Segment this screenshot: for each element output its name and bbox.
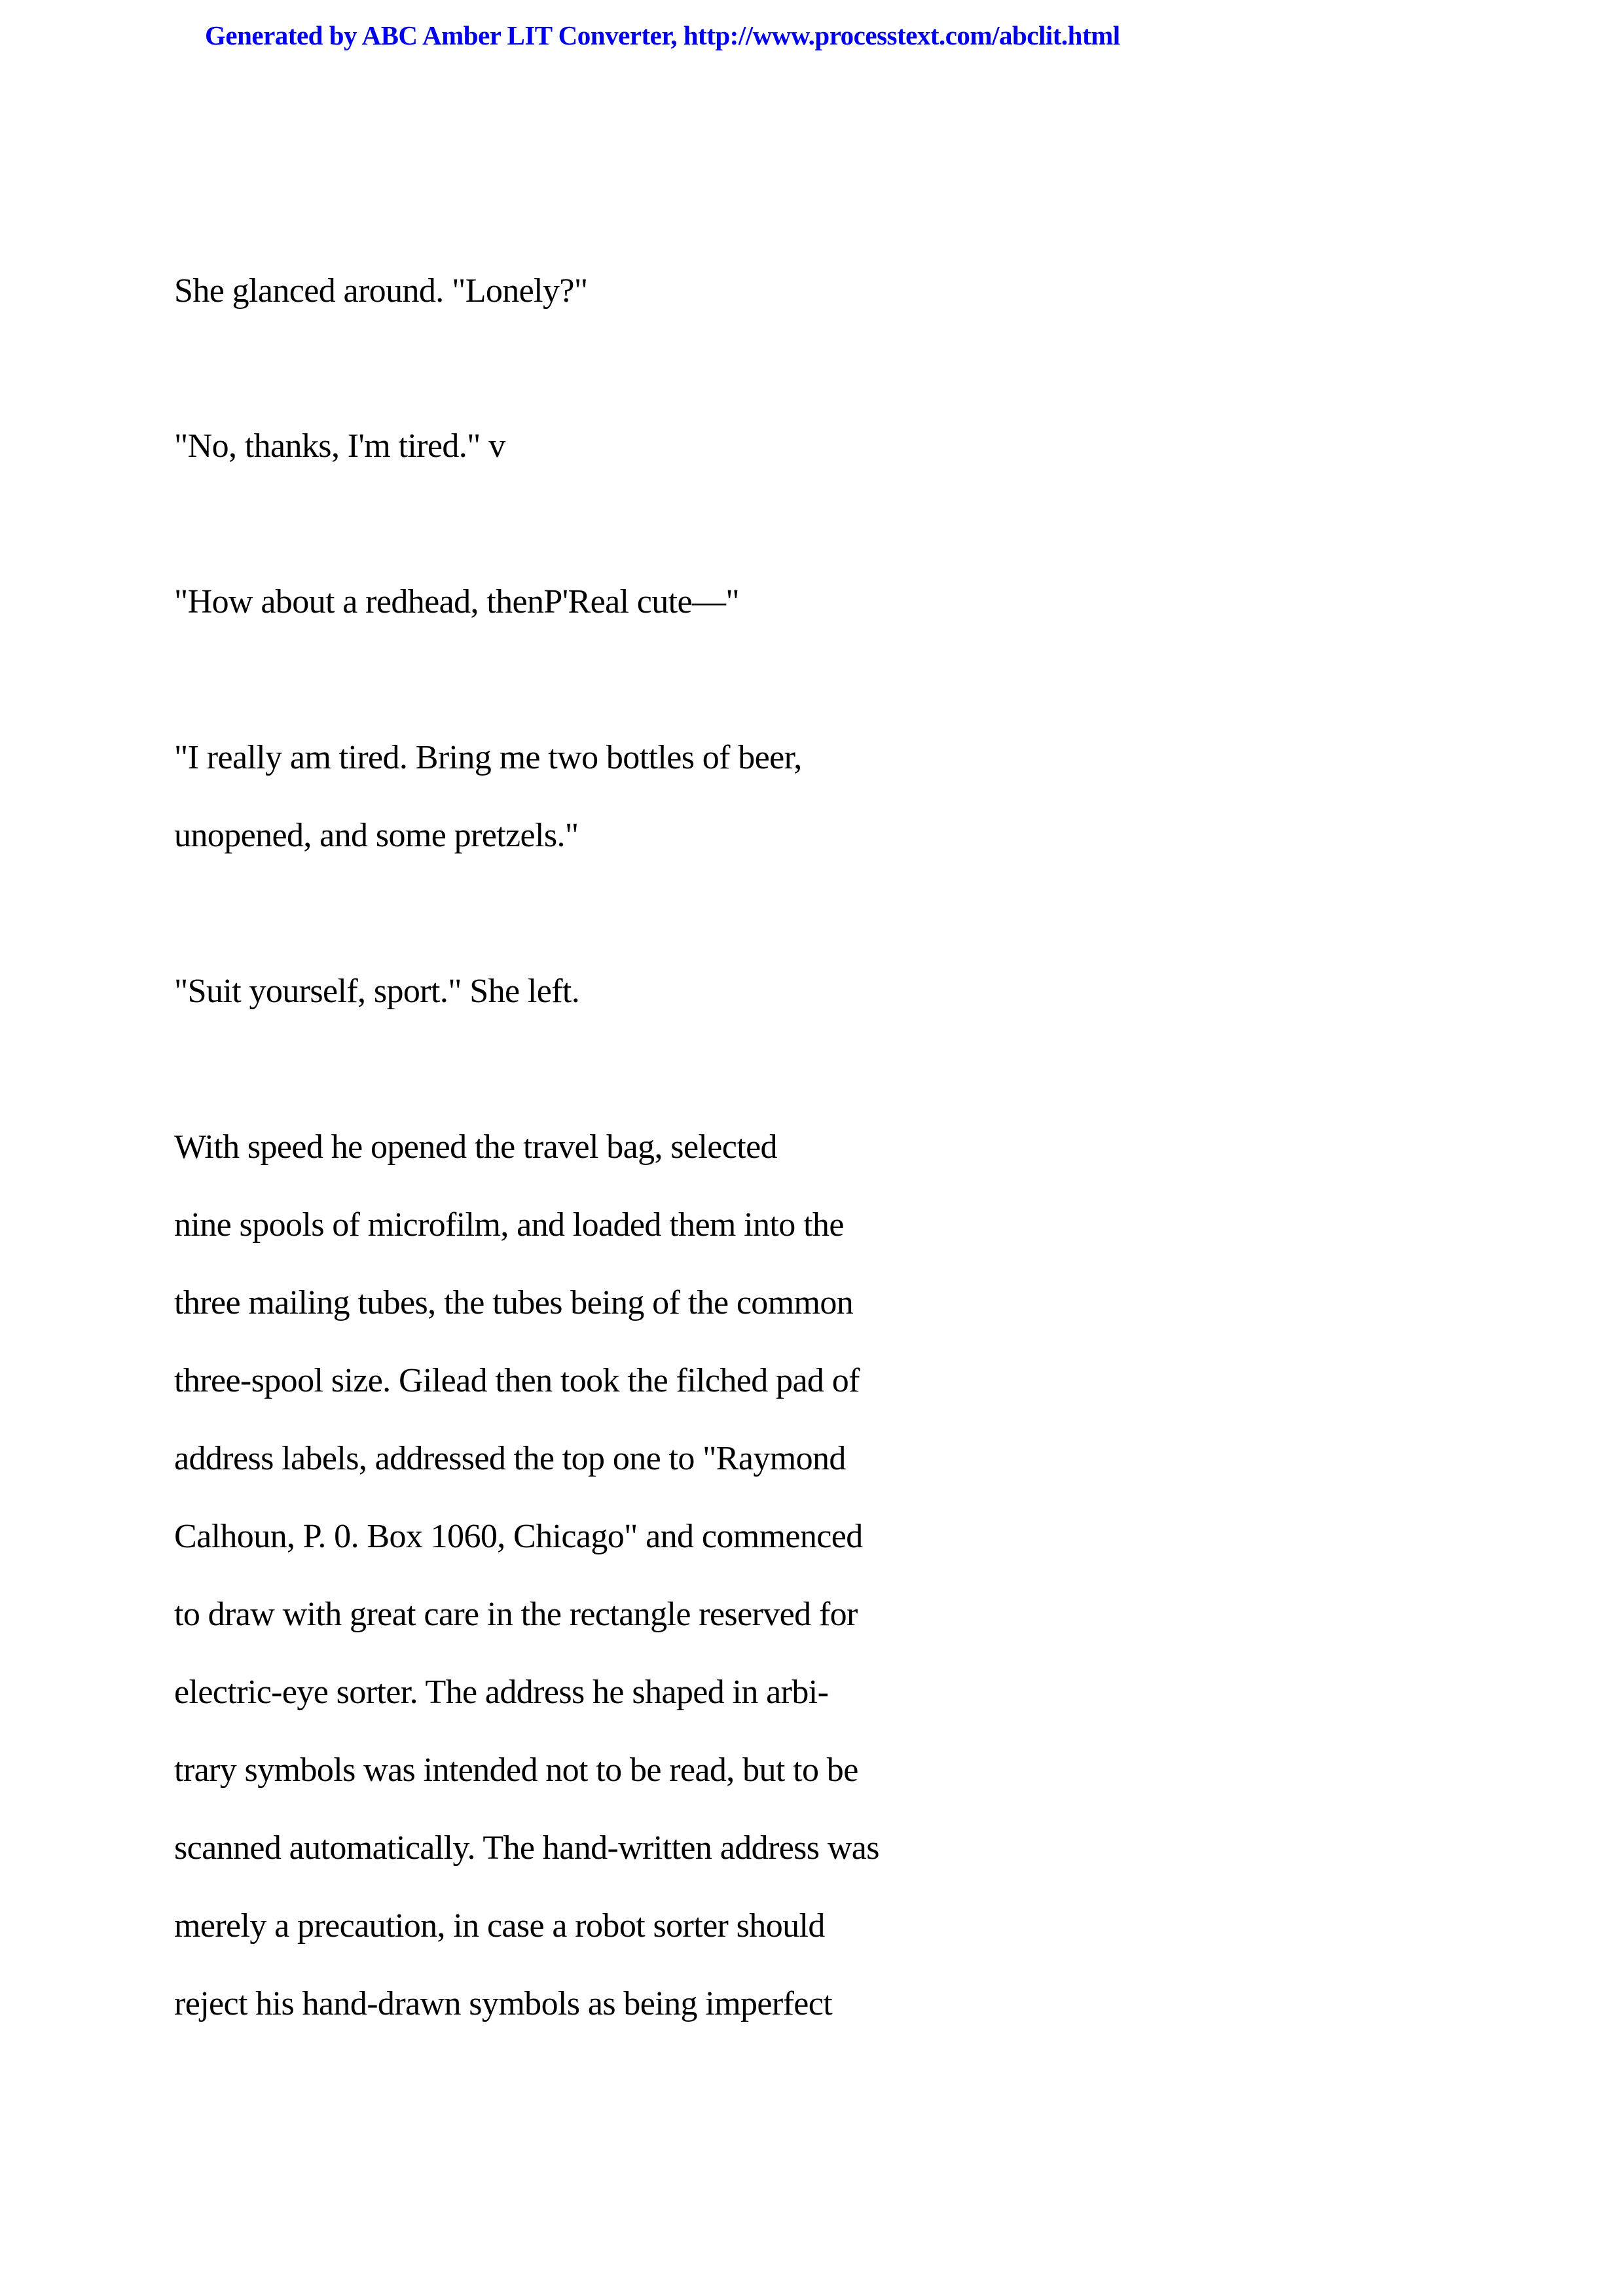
text-line: nine spools of microfilm, and loaded them into the [174,1206,844,1244]
text-line: address labels, addressed the top one to "Raymond [174,1440,846,1477]
text-line: electric-eye sorter. The address he shaped in arbi- [174,1674,829,1711]
converter-header-link[interactable]: Generated by ABC Amber LIT Converter, http://www.processtext.com/abclit.html [205,20,1120,50]
text-line: "Suit yourself, sport." She left. [174,973,580,1010]
text-line: "How about a redhead, thenP'Real cute—" [174,583,740,620]
text-line: trary symbols was intended not to be read, but to be [174,1751,858,1789]
text-line: reject his hand-drawn symbols as being imperfect [174,1985,833,2022]
text-line: to draw with great care in the rectangle reserved for [174,1596,858,1633]
text-line: "I really am tired. Bring me two bottles of beer, [174,739,802,776]
text-line: "No, thanks, I'm tired." v [174,427,505,465]
text-line: unopened, and some pretzels." [174,817,579,854]
text-line: With speed he opened the travel bag, selected [174,1128,777,1166]
text-line: three-spool size. Gilead then took the filched pad of [174,1362,860,1399]
text-line: scanned automatically. The hand-written address was [174,1829,879,1867]
text-line: merely a precaution, in case a robot sorter should [174,1907,825,1945]
text-line: She glanced around. "Lonely?" [174,272,588,310]
text-line: three mailing tubes, the tubes being of the common [174,1284,854,1321]
text-line: Calhoun, P. 0. Box 1060, Chicago" and commenced [174,1518,863,1555]
